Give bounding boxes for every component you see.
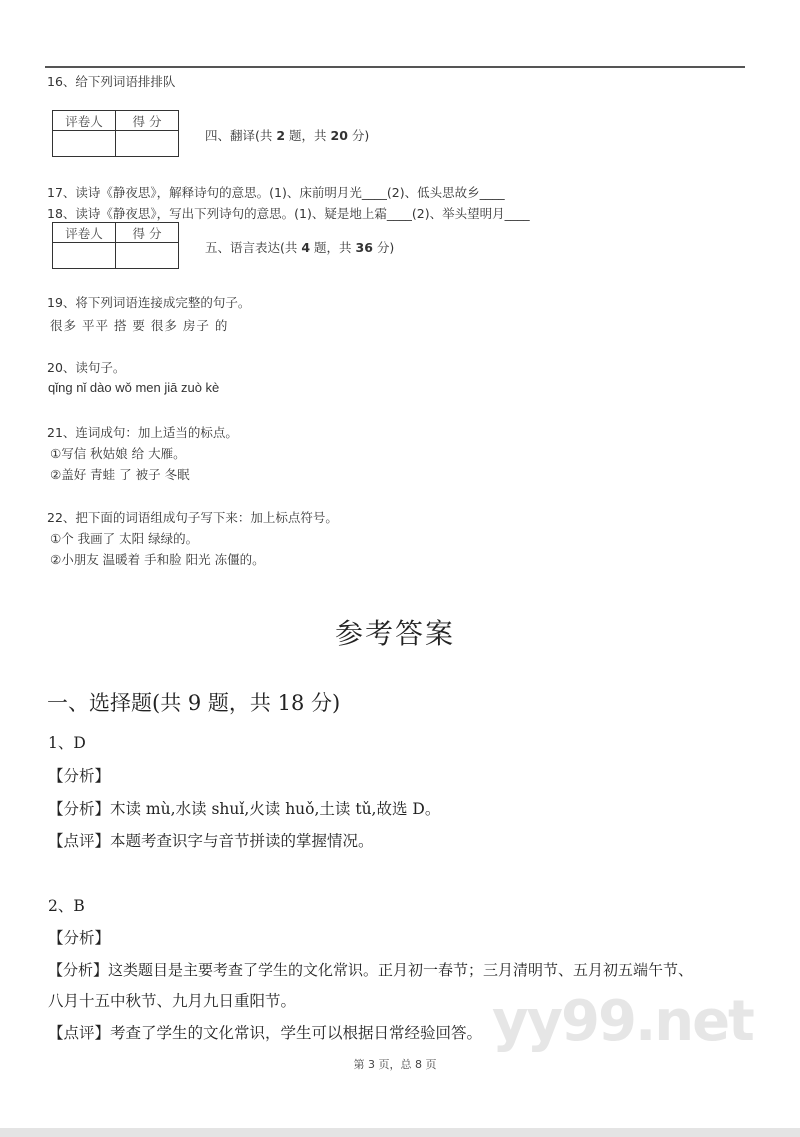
page-footer: 第 3 页，总 8 页	[353, 1058, 437, 1071]
question-21-item-1: ①写信 秋姑娘 给 大雁。	[50, 446, 186, 461]
question-20: 20、读句子。	[47, 360, 126, 375]
answer-2: 2、B	[48, 897, 85, 915]
score-header: 得 分	[116, 223, 179, 243]
page-bottom-edge	[0, 1128, 800, 1137]
section-count: 2	[276, 128, 286, 143]
answer-2-analysis-label: 【分析】	[48, 929, 111, 947]
section-count: 4	[301, 240, 311, 255]
score-header: 得 分	[116, 111, 179, 131]
grader-cell	[53, 243, 116, 269]
section-text: 四、翻译(共	[205, 128, 277, 143]
grader-header: 评卷人	[53, 111, 116, 131]
section-points: 20	[330, 128, 348, 143]
section-text: 题，共	[310, 240, 356, 255]
question-19: 19、将下列词语连接成完整的句子。	[47, 295, 251, 310]
section-text: 分)	[347, 128, 370, 143]
section-text: 分)	[372, 240, 395, 255]
section-points: 36	[355, 240, 373, 255]
question-22-item-2: ②小朋友 温暖着 手和脸 阳光 冻僵的。	[50, 552, 265, 567]
question-19-words: 很多 平平 搭 要 很多 房子 的	[50, 318, 229, 333]
section-text: 五、语言表达(共	[205, 240, 302, 255]
question-18: 18、读诗《静夜思》，写出下列诗句的意思。(1)、疑是地上霜____(2)、举头望明月____	[47, 206, 530, 221]
answer-1-analysis: 【分析】木读 mù,水读 shuǐ,火读 huǒ,土读 tǔ,故选 D。	[48, 800, 441, 818]
question-21-item-2: ②盖好 青蛙 了 被子 冬眠	[50, 467, 190, 482]
watermark: yy99.net	[492, 989, 753, 1054]
section-4-heading	[205, 126, 369, 144]
grader-cell	[53, 131, 116, 157]
answer-1-comment: 【点评】本题考查识字与音节拼读的掌握情况。	[48, 832, 374, 850]
score-table	[52, 110, 179, 157]
question-22: 22、把下面的词语组成句子写下来：加上标点符号。	[47, 510, 338, 525]
answer-1: 1、D	[48, 734, 86, 752]
grader-header: 评卷人	[53, 223, 116, 243]
score-cell	[116, 131, 179, 157]
answer-2-analysis-line-2: 八月十五中秋节、九月九日重阳节。	[48, 992, 297, 1010]
question-17: 17、读诗《静夜思》，解释诗句的意思。(1)、床前明月光____(2)、低头思故乡____	[47, 185, 505, 200]
answers-section-1: 一、选择题(共 9 题，共 18 分)	[47, 691, 341, 715]
answer-2-comment: 【点评】考查了学生的文化常识，学生可以根据日常经验回答。	[48, 1024, 483, 1042]
answers-title: 参考答案	[334, 617, 455, 650]
question-16: 16、给下列词语排排队	[47, 74, 176, 89]
question-20-pinyin: qǐng nǐ dào wǒ men jiā zuò kè	[48, 380, 220, 395]
question-21: 21、连词成句：加上适当的标点。	[47, 425, 238, 440]
question-22-item-1: ①个 我画了 太阳 绿绿的。	[50, 531, 199, 546]
score-cell	[116, 243, 179, 269]
score-table	[52, 222, 179, 269]
header-rule	[45, 66, 745, 68]
answer-2-analysis-line-1: 【分析】这类题目是主要考查了学生的文化常识。正月初一春节；三月清明节、五月初五端午节、	[48, 961, 694, 979]
section-5-heading	[205, 238, 394, 256]
section-text: 题，共	[285, 128, 331, 143]
answer-1-analysis-label: 【分析】	[48, 767, 111, 785]
